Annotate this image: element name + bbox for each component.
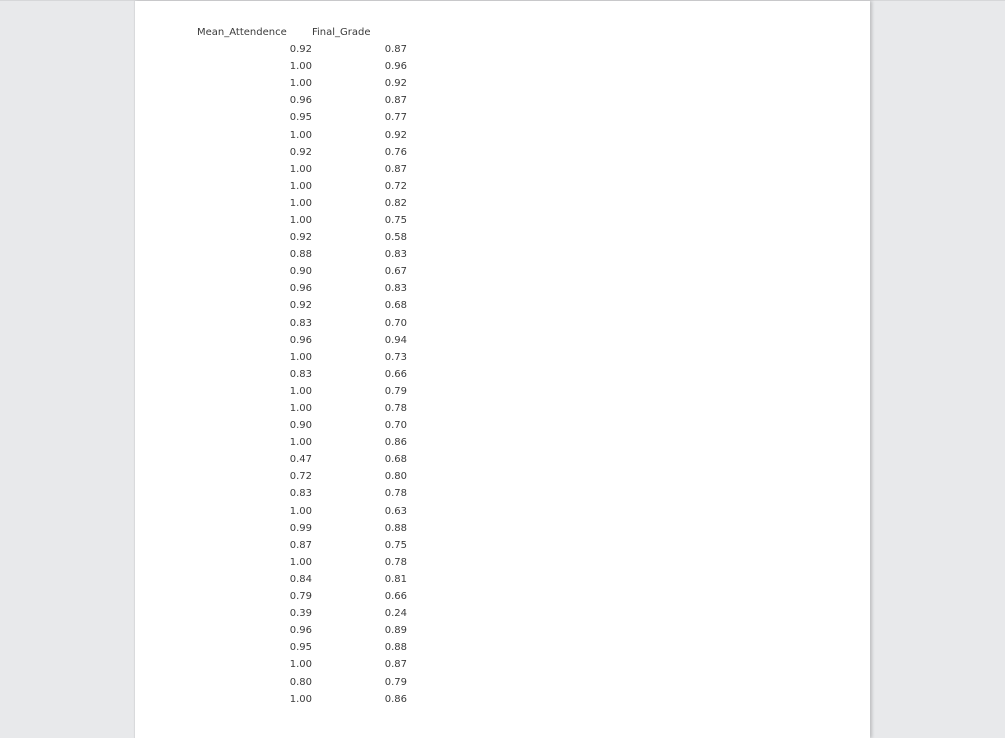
cell-final-grade: 0.24 <box>384 608 407 620</box>
cell-final-grade: 0.87 <box>384 44 407 56</box>
table-row <box>197 178 407 195</box>
cell-final-grade: 0.76 <box>384 146 407 158</box>
table-row <box>197 571 407 588</box>
table-row <box>197 280 407 297</box>
table-row <box>197 332 407 349</box>
table-row <box>197 263 407 280</box>
table-row <box>197 144 407 161</box>
cell-final-grade: 0.67 <box>384 266 407 278</box>
cell-final-grade: 0.75 <box>384 539 407 551</box>
cell-mean-attendence: 0.92 <box>289 146 312 158</box>
cell-final-grade: 0.58 <box>384 232 407 244</box>
cell-mean-attendence: 0.90 <box>289 266 312 278</box>
cell-mean-attendence: 1.00 <box>289 556 312 568</box>
table-row <box>197 58 407 75</box>
table-row <box>197 246 407 263</box>
cell-final-grade: 0.92 <box>384 78 407 90</box>
table-row <box>197 451 407 468</box>
cell-mean-attendence: 0.72 <box>289 471 312 483</box>
cell-final-grade: 0.83 <box>384 283 407 295</box>
table-row <box>197 520 407 537</box>
cell-mean-attendence: 0.79 <box>289 591 312 603</box>
cell-final-grade: 0.83 <box>384 249 407 261</box>
cell-mean-attendence: 0.83 <box>289 368 312 380</box>
table-row <box>197 92 407 109</box>
cell-final-grade: 0.88 <box>384 642 407 654</box>
cell-mean-attendence: 0.96 <box>289 283 312 295</box>
cell-mean-attendence: 0.95 <box>289 112 312 124</box>
table-row <box>197 349 407 366</box>
table-row <box>197 212 407 229</box>
cell-final-grade: 0.92 <box>384 129 407 141</box>
cell-mean-attendence: 0.87 <box>289 539 312 551</box>
table-row <box>197 691 407 708</box>
cell-mean-attendence: 1.00 <box>289 659 312 671</box>
table-row <box>197 673 407 690</box>
cell-final-grade: 0.80 <box>384 471 407 483</box>
cell-final-grade: 0.77 <box>384 112 407 124</box>
cell-mean-attendence: 0.95 <box>289 642 312 654</box>
table-row <box>197 383 407 400</box>
cell-mean-attendence: 0.92 <box>289 44 312 56</box>
cell-mean-attendence: 0.88 <box>289 249 312 261</box>
cell-mean-attendence: 1.00 <box>289 403 312 415</box>
data-table <box>197 24 407 708</box>
cell-final-grade: 0.96 <box>384 61 407 73</box>
cell-mean-attendence: 1.00 <box>289 385 312 397</box>
table-row <box>197 639 407 656</box>
cell-final-grade: 0.82 <box>384 197 407 209</box>
cell-mean-attendence: 1.00 <box>289 78 312 90</box>
cell-mean-attendence: 1.00 <box>289 163 312 175</box>
cell-mean-attendence: 0.84 <box>289 573 312 585</box>
cell-mean-attendence: 1.00 <box>289 437 312 449</box>
cell-mean-attendence: 0.83 <box>289 488 312 500</box>
table-row <box>197 622 407 639</box>
cell-final-grade: 0.81 <box>384 573 407 585</box>
cell-mean-attendence: 1.00 <box>289 214 312 226</box>
cell-mean-attendence: 0.96 <box>289 625 312 637</box>
cell-final-grade: 0.68 <box>384 454 407 466</box>
cell-mean-attendence: 0.99 <box>289 522 312 534</box>
cell-mean-attendence: 0.80 <box>289 676 312 688</box>
cell-mean-attendence: 0.92 <box>289 300 312 312</box>
cell-final-grade: 0.79 <box>384 676 407 688</box>
table-row <box>197 434 407 451</box>
table-row <box>197 75 407 92</box>
table-row <box>197 161 407 178</box>
column-header-mean-attendence: Mean_Attendence <box>197 27 287 38</box>
table-header-row <box>197 24 407 41</box>
table-row <box>197 400 407 417</box>
cell-mean-attendence: 0.39 <box>289 608 312 620</box>
table-row <box>197 315 407 332</box>
cell-final-grade: 0.87 <box>384 95 407 107</box>
cell-final-grade: 0.78 <box>384 556 407 568</box>
table-row <box>197 41 407 58</box>
table-row <box>197 126 407 143</box>
cell-final-grade: 0.75 <box>384 214 407 226</box>
cell-mean-attendence: 0.92 <box>289 232 312 244</box>
cell-final-grade: 0.66 <box>384 591 407 603</box>
cell-final-grade: 0.78 <box>384 403 407 415</box>
cell-final-grade: 0.63 <box>384 505 407 517</box>
cell-final-grade: 0.87 <box>384 163 407 175</box>
cell-mean-attendence: 1.00 <box>289 693 312 705</box>
cell-final-grade: 0.88 <box>384 522 407 534</box>
cell-mean-attendence: 0.90 <box>289 420 312 432</box>
table-row <box>197 485 407 502</box>
table-row <box>197 417 407 434</box>
table-row <box>197 656 407 673</box>
cell-final-grade: 0.86 <box>384 693 407 705</box>
cell-final-grade: 0.66 <box>384 368 407 380</box>
cell-final-grade: 0.70 <box>384 317 407 329</box>
table-row <box>197 109 407 126</box>
cell-final-grade: 0.78 <box>384 488 407 500</box>
table-row <box>197 366 407 383</box>
cell-final-grade: 0.94 <box>384 334 407 346</box>
cell-final-grade: 0.72 <box>384 180 407 192</box>
cell-mean-attendence: 0.47 <box>289 454 312 466</box>
cell-final-grade: 0.86 <box>384 437 407 449</box>
cell-final-grade: 0.68 <box>384 300 407 312</box>
cell-mean-attendence: 0.96 <box>289 334 312 346</box>
cell-mean-attendence: 0.96 <box>289 95 312 107</box>
cell-final-grade: 0.73 <box>384 351 407 363</box>
cell-mean-attendence: 1.00 <box>289 351 312 363</box>
table-row <box>197 554 407 571</box>
table-row <box>197 229 407 246</box>
table-row <box>197 588 407 605</box>
cell-mean-attendence: 1.00 <box>289 197 312 209</box>
cell-final-grade: 0.79 <box>384 385 407 397</box>
document-page <box>134 1 870 738</box>
cell-final-grade: 0.89 <box>384 625 407 637</box>
table-row <box>197 503 407 520</box>
cell-mean-attendence: 1.00 <box>289 129 312 141</box>
table-row <box>197 195 407 212</box>
table-row <box>197 468 407 485</box>
cell-mean-attendence: 1.00 <box>289 180 312 192</box>
cell-mean-attendence: 1.00 <box>289 61 312 73</box>
cell-mean-attendence: 0.83 <box>289 317 312 329</box>
column-header-final-grade: Final_Grade <box>312 27 371 38</box>
table-row <box>197 605 407 622</box>
table-row <box>197 297 407 314</box>
cell-final-grade: 0.70 <box>384 420 407 432</box>
cell-mean-attendence: 1.00 <box>289 505 312 517</box>
table-row <box>197 537 407 554</box>
cell-final-grade: 0.87 <box>384 659 407 671</box>
table-body <box>197 41 407 708</box>
